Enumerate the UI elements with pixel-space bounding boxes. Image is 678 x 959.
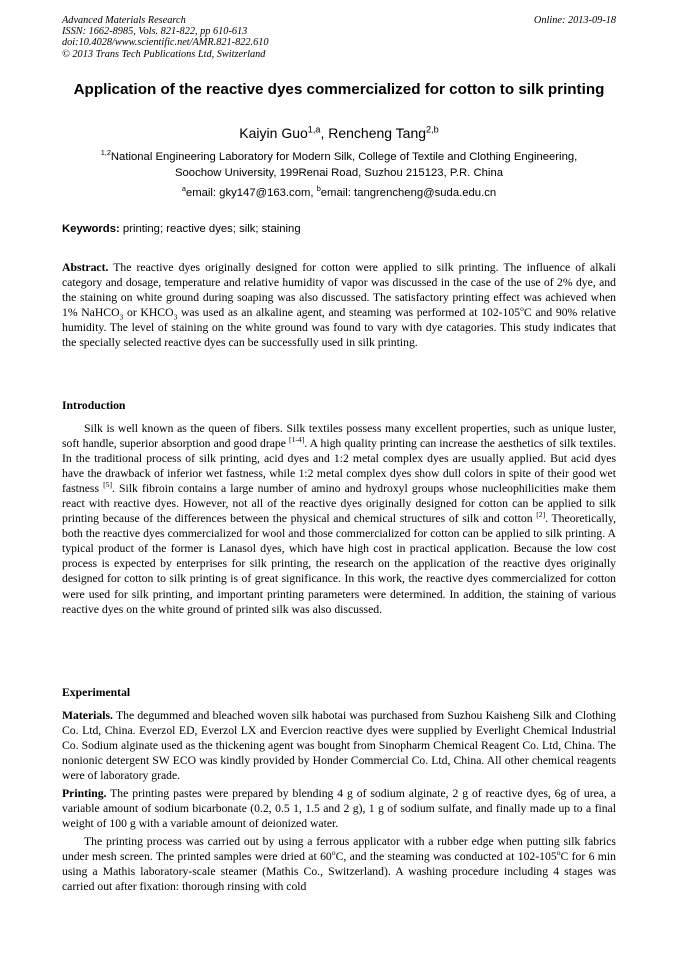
citation-1-4: [1-4] (289, 435, 305, 445)
online-date: Online: 2013-09-18 (533, 15, 616, 26)
paper-title: Application of the reactive dyes commercialized for cotton to silk printing (73, 81, 605, 98)
abstract-sub-1: 3 (119, 312, 124, 322)
keywords (62, 222, 616, 237)
intro-text-4: . Theoretically, both the reactive dyes commercialized for wool and those commercialized for cotton can be applied to silk printing. A typical product of the former is Lanasol dyes, which have high cost in practical application. Because the low cost process is expected by enterprises for silk printing, the research on the application of the reactive dyes originally designed for cotton to silk printing is of great significance. In this work, the reactive dyes commercialized for cotton were used for silk printing, and important printing parameters were determined. In addition, the staining of various reactive dyes on the white ground of printed silk was also discussed. (62, 512, 616, 616)
introduction-heading: Introduction (62, 399, 126, 412)
email-a-superscript: a (181, 184, 186, 194)
journal-header (62, 15, 616, 60)
affiliation-line-2: Soochow University, 199Renai Road, Suzhou 215123, P.R. China (174, 166, 504, 179)
experimental-heading: Experimental (62, 686, 131, 699)
keywords-label: Keywords: (62, 223, 120, 235)
abstract-label: Abstract. (62, 261, 109, 274)
printing-text: The printing pastes were prepared by blending 4 g of sodium alginate, 2 g of reactive dyes, 6g of urea, a variable amount of sodium bicarbonate (0.2, 0.5 1, 1.5 and 2 g), 1 g of sodium sulfate, and finally made up to a final weight of 100 g with a variable amount of deionized water. (62, 787, 616, 831)
keywords-text: printing; reactive dyes; silk; staining (119, 223, 301, 235)
printing-process-text-3: C for 6 min using a Mathis laboratory-scale steamer (Mathis Co., Switzerland). A washing procedure including 4 stages was carried out after fixation: thorough rinsing with cold (62, 850, 616, 894)
email-b: email: tangrencheng@suda.edu.cn (320, 187, 497, 199)
author-1-name: Kaiyin Guo (239, 125, 308, 141)
copyright-line: © 2013 Trans Tech Publications Ltd, Switzerland (62, 48, 266, 60)
abstract-text-3: was used as an alkaline agent, and steaming was performed at 102-105 (177, 306, 521, 320)
printing-process-text-2: C, and the steaming was conducted at 102-105 (335, 850, 557, 864)
abstract-sub-2: 3 (173, 312, 178, 322)
abstract-text-4: C and 90% relative humidity. The level of staining on the white ground was found to vary with dye catagories. This study indicates that the specially selected reactive dyes can be successfully used in silk printing. (62, 306, 616, 350)
abstract (62, 260, 616, 350)
materials-text: The degummed and bleached woven silk habotai was purchased from Suzhou Kaisheng Silk and Clothing Co. Ltd, China. Everzol ED, Everzol LX and Evercion reactive dyes were supplied by Everlight Chemical Industrial Co. Sodium alginate used as the thickening agent was bought from Sinopharm Chemical Reagent Co. Ltd, China. The nonionic detergent SW ECO was kindly provided by Honder Commercial Co. Ltd, China. All other chemical reagents were of laboratory grade. (62, 709, 616, 783)
author-1-superscript: 1,a (307, 124, 321, 135)
introduction-body (62, 421, 616, 617)
issn-line: ISSN: 1662-8985, Vols. 821-822, pp 610-613 (62, 26, 248, 38)
author-2-superscript: 2,b (426, 124, 439, 135)
affiliation (62, 150, 616, 181)
email-a: email: gky147@163.com, (185, 187, 317, 199)
degree-sup-1: o (331, 848, 336, 858)
author-separator: , (320, 125, 329, 141)
printing-process-text-1: The printing process was carried out by using a ferrous applicator with a rubber edge when putting silk fabrics under mesh screen. The printed samples were dried at 60 (62, 835, 616, 864)
affiliation-superscript: 1,2 (100, 148, 111, 158)
intro-text-2: . A high quality printing can increase the aesthetics of silk textiles. In the traditional process of silk printing, acid dyes and 1:2 metal complex dyes are usually applied. But acid dyes have the drawback of inferior wet fastness, while 1:2 metal complex dyes show dull colors in spite of their good wet fastness (62, 437, 616, 496)
materials-label: Materials. (62, 709, 113, 722)
affiliation-line-1 (62, 150, 616, 166)
printing-label: Printing. (62, 787, 107, 800)
author-emails (62, 186, 616, 201)
author-list (62, 124, 616, 142)
abstract-text-1: The reactive dyes originally designed for cotton were applied to silk printing. The influence of alkali category and dosage, temperature and relative humidity of vapor was discussed in the case of the use of 2% dye, and the staining on white ground during soaping was also discussed. The satisfactory printing effect was achieved when 1% NaHCO (62, 261, 616, 320)
affiliation-text-1: National Engineering Laboratory for Modern Silk, College of Textile and Clothing Engineering, (110, 151, 578, 163)
doi-line: doi:10.4028/www.scientific.net/AMR.821-822.610 (62, 37, 269, 49)
journal-name: Advanced Materials Research (62, 15, 186, 26)
intro-text-1: Silk is well known as the queen of fibers. Silk textiles possess many excellent properties, such as unique luster, soft handle, superior absorption and good drape (62, 422, 616, 451)
abstract-sup-1: o (520, 304, 524, 314)
printing-process-paragraph (62, 834, 616, 894)
citation-2: [2] (536, 510, 546, 520)
author-2-name: Rencheng Tang (328, 125, 427, 141)
citation-5: [5] (103, 480, 112, 490)
printing-paragraph (62, 786, 616, 831)
abstract-text-2: or KHCO (123, 306, 174, 320)
degree-sup-2: o (556, 848, 561, 858)
materials-paragraph (62, 708, 616, 783)
intro-text-3: . Silk fibroin contains a large number of amino and hydroxyl groups whose nucleophilicities make them react with reactive dyes. However, not all of the reactive dyes originally designed for cotton can be applied to silk printing because of the differences between the physical and chemical structures of silk and cotton (62, 482, 616, 526)
email-b-superscript: b (316, 184, 321, 194)
